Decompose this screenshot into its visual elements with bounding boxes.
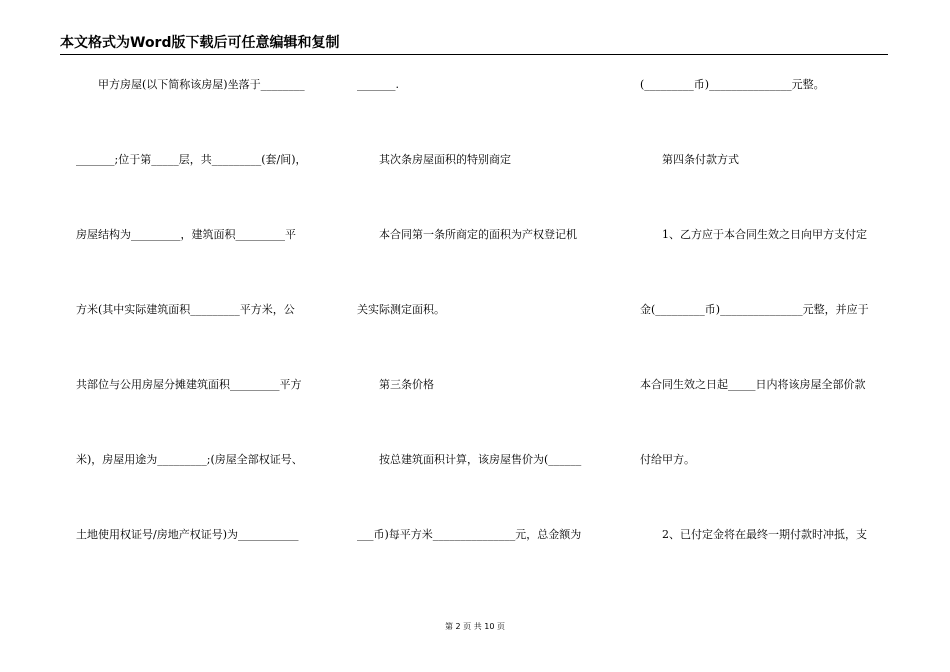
text-line: 第四条付款方式 [640, 153, 739, 166]
text-column-3 [640, 78, 890, 598]
text-column-1 [76, 78, 326, 598]
text-line: 其次条房屋面积的特别商定 [357, 153, 511, 166]
text-line: 1、乙方应于本合同生效之日向甲方支付定 [640, 228, 867, 241]
text-line: ___币)每平方米_______________元，总金额为 [357, 528, 582, 541]
text-line: 甲方房屋(以下简称该房屋)坐落于________ [76, 78, 305, 91]
text-line: 按总建筑面积计算，该房屋售价为(______ [357, 453, 582, 466]
text-line: 共部位与公用房屋分摊建筑面积_________平方 [76, 378, 302, 391]
text-line: _______;位于第_____层，共_________(套/间)， [76, 153, 307, 166]
header-title: 本文格式为Word版下载后可任意编辑和复制 [60, 35, 340, 51]
text-line: 关实际测定面积。 [357, 303, 445, 316]
text-line: 本合同生效之日起_____日内将该房屋全部价款 [640, 378, 866, 391]
text-column-2 [357, 78, 607, 598]
text-line: 方米(其中实际建筑面积_________平方米，公 [76, 303, 295, 316]
text-line: 房屋结构为_________，建筑面积_________平 [76, 228, 296, 241]
text-line: (_________币)_______________元整。 [640, 78, 825, 91]
text-line: 付给甲方。 [640, 453, 695, 466]
text-line: 2、已付定金将在最终一期付款时冲抵，支 [640, 528, 867, 541]
text-line: 米)，房屋用途为_________;(房屋全部权证号、 [76, 453, 303, 466]
text-line: _______. [357, 78, 399, 91]
page-header [60, 32, 888, 55]
text-line: 第三条价格 [357, 378, 434, 391]
page-number: 第 2 页 共 10 页 [445, 622, 505, 631]
text-line: 本合同第一条所商定的面积为产权登记机 [357, 228, 577, 241]
text-line: 土地使用权证号/房地产权证号)为___________ [76, 528, 299, 541]
text-line: 金(_________币)_______________元整，并应于 [640, 303, 869, 316]
